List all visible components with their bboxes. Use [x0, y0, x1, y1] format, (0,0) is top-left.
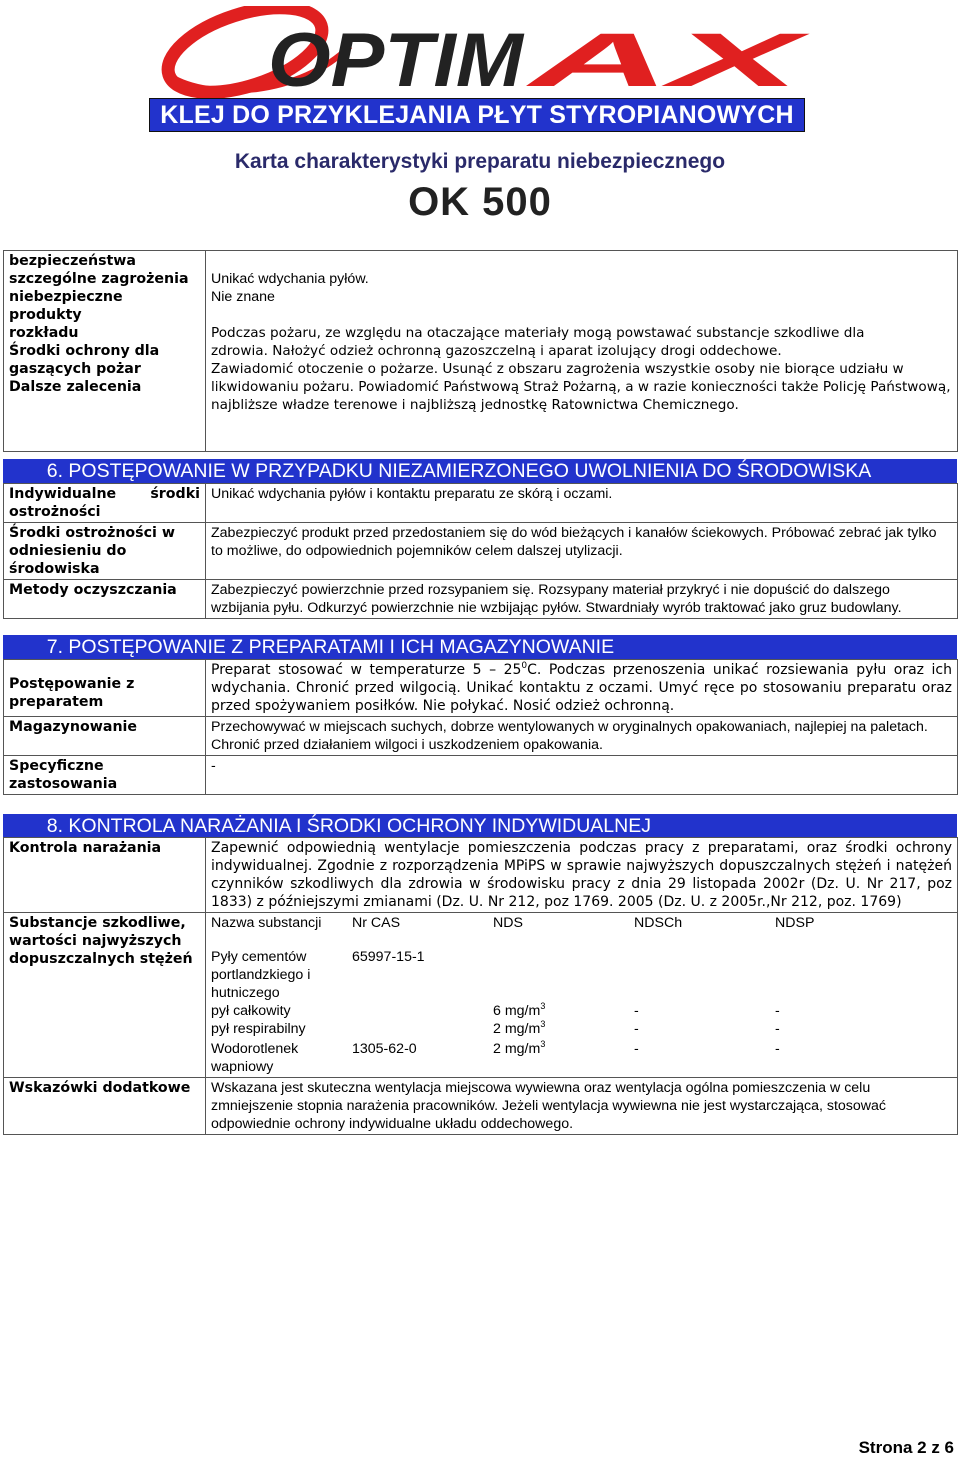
s5-label-6: Dalsze zalecenia: [9, 379, 142, 395]
hydroxide-ndsp: -: [775, 1041, 780, 1057]
table-row: [4, 838, 958, 913]
col-nds: NDS: [493, 915, 523, 931]
s6-label-0: Indywidualne środki ostrożności: [9, 486, 200, 520]
table-row: [4, 484, 958, 523]
section7-title: POSTĘPOWANIE Z PREPARATAMI I ICH MAGAZYNOWANIE: [68, 636, 615, 658]
substances-cell: [206, 913, 958, 1078]
hydroxide-nds-sup: 3: [540, 1039, 546, 1049]
s5-text-5: zdrowia. Nałożyć odzież ochronną gazoszczelną i aparat izolujący drogi oddechowe.: [211, 343, 782, 359]
col-name: Nazwa substancji: [211, 915, 322, 931]
section7-header: [3, 635, 957, 659]
table-row: [4, 913, 958, 1078]
cement-nds1-line: [493, 1002, 624, 1020]
table-row: [4, 717, 958, 756]
cement-ndsp1: -: [775, 1003, 780, 1019]
table-row: [4, 660, 958, 717]
cement-nds2: 2 mg/m: [493, 1021, 541, 1037]
s7-text-0a: Preparat stosować w temperaturze 5 – 25: [211, 662, 522, 678]
table-row: [4, 523, 958, 580]
table-row: [206, 1039, 957, 1077]
logo-text-ax: AX: [524, 18, 812, 98]
section6-header: [3, 459, 957, 483]
s8-control-label: Kontrola narażania: [9, 840, 162, 856]
document-subtitle: Karta charakterystyki preparatu niebezpiecznego: [234, 150, 726, 173]
s8-extra-text: Wskazana jest skuteczna wentylacja miejscowa wywiewna oraz wentylacja ogólna pomieszczenia w celu zmniejszenie stopnia narażenia pracowników. Jeżeli wentylacja wywiewna nie jest wystarczająca, stosować odpowiednie ochrony indywidualne układu oddechowego.: [211, 1080, 887, 1132]
product-code: OK 500: [408, 180, 552, 224]
section8-table: [3, 837, 958, 1135]
s8-extra-label: Wskazówki dodatkowe: [9, 1080, 191, 1096]
s5-label-3: rozkładu: [9, 325, 79, 341]
s6-label-2: Metody oczyszczania: [9, 582, 177, 598]
s5-text-6: Zawiadomić otoczenie o pożarze. Usunąć z obszaru zagrożenia wszystkie osoby nie biorące udziału w likwidowaniu pożaru. Powiadomić Państwową Straż Pożarną, a w razie konieczności także Policję Państwową, najbliższe władze terenowe i najbliższą jednostkę Ratownictwa Chemicznego.: [211, 361, 951, 413]
col-cas: Nr CAS: [352, 915, 401, 931]
col-ndsp: NDSP: [775, 915, 815, 931]
hydroxide-name: Wodorotlenek wapniowy: [211, 1041, 299, 1075]
substances-table: [206, 913, 957, 1077]
s5-text-1: Unikać wdychania pyłów.: [211, 271, 369, 287]
cement-ndsch2: -: [634, 1021, 639, 1037]
s5-label-0: bezpieczeństwa: [9, 253, 136, 269]
optimax-logo: [150, 6, 820, 98]
section6-title: POSTĘPOWANIE W PRZYPADKU NIEZAMIERZONEGO UWOLNIENIA DO ŚRODOWISKA: [68, 460, 872, 482]
cement-sub2: pył respirabilny: [211, 1021, 306, 1037]
col-ndsch: NDSCh: [634, 915, 683, 931]
section6-number: 6.: [46, 460, 63, 482]
section6-table: [3, 483, 958, 619]
s7-label-2: Specyficzne zastosowania: [9, 758, 118, 792]
table-row: [206, 947, 957, 1039]
s7-text-1: Przechowywać w miejscach suchych, dobrze wentylowanych w oryginalnych opakowaniach, najlepiej na paletach. Chronić przed działaniem wilgoci i uszkodzeniem opakowania.: [211, 719, 928, 753]
section5-table: [3, 250, 958, 452]
s7-text-0b: C. Podczas przenoszenia unikać rozsiewania pyłu oraz ich wdychania. Chronić przed wilgocią. Unikać kontaktu z oczami. Umyć ręce po stosowaniu preparatu oraz przed spożywaniem posiłków. Nie połykać. Nosić odzież ochronną.: [211, 662, 952, 714]
s6-text-2: Zabezpieczyć powierzchnie przed rozsypaniem się. Rozsypany materiał przykryć i nie dopuścić do dalszego wzbijania pyłu. Odkurzyć powierzchnie nie wzbijając pyłów. Stwardniały wyrób traktować jako gruz budowlany.: [211, 582, 902, 616]
section7-table: [3, 659, 958, 795]
s8-control-text: Zapewnić odpowiednią wentylacje pomieszczenia podczas pracy z preparatami, oraz środki ochrony indywidualnej. Zgodnie z rozporządzenia MPiPS w sprawie najwyższych dopuszczalnych stężeń i natężeń czynników szkodliwych dla zdrowia w środowisku pracy z dnia 29 listopada 2002r (Dz. U. Nr 217, poz 1833) z późniejszymi zmianami (Dz. U. Nr 212, poz 1769. 2005 (Dz. U. z 2005r.,Nr 212, poz. 1769): [211, 840, 952, 910]
cement-ndsch1: -: [634, 1003, 639, 1019]
substances-header-row: [206, 913, 957, 947]
s8-substances-label: Substancje szkodliwe, wartości najwyższych dopuszczalnych stężeń: [9, 915, 193, 967]
section8-number: 8.: [46, 815, 63, 837]
s6-text-0: Unikać wdychania pyłów i kontaktu preparatu ze skórą i oczami.: [211, 486, 613, 502]
s6-text-1: Zabezpieczyć produkt przed przedostaniem się do wód bieżących i kanałów ściekowych. Próbować zebrać jak tylko to możliwe, do odpowiednich pojemników celem dalszej utylizacji.: [211, 525, 937, 559]
cement-sub1: pył całkowity: [211, 1003, 291, 1019]
s7-label-0: Postępowanie z preparatem: [9, 676, 135, 710]
table-row: [4, 1078, 958, 1135]
page-number: Strona 2 z 6: [858, 1438, 954, 1457]
s5-label-1: szczególne zagrożenia: [9, 271, 189, 287]
s5-label-2: niebezpieczne produkty: [9, 289, 123, 323]
s5-text-2: Nie znane: [211, 289, 275, 305]
s7-text-2: -: [211, 758, 216, 774]
s7-text-0-sup: 0: [521, 661, 528, 671]
hydroxide-nds: 2 mg/m: [493, 1041, 541, 1057]
hydroxide-ndsch: -: [634, 1041, 639, 1057]
cement-name: Pyły cementów portlandzkiego i hutniczego: [211, 949, 311, 1001]
s5-label-5: gaszących pożar: [9, 361, 141, 377]
hydroxide-cas: 1305-62-0: [352, 1041, 417, 1057]
s5-text-4: Podczas pożaru, ze względu na otaczające materiały mogą powstawać substancje szkodliwe dla: [211, 325, 865, 341]
cement-ndsp2: -: [775, 1021, 780, 1037]
section7-number: 7.: [46, 636, 63, 658]
table-row: [4, 756, 958, 795]
section5-label-cell: [4, 251, 206, 452]
cement-nds1: 6 mg/m: [493, 1003, 541, 1019]
logo-text-optim: OPTIM: [268, 18, 525, 98]
cement-nds1-sup: 3: [540, 1001, 546, 1011]
product-banner: KLEJ DO PRZYKLEJANIA PŁYT STYROPIANOWYCH: [149, 98, 805, 132]
s6-label-1: Środki ostrożności w odniesieniu do środowiska: [9, 525, 175, 577]
section5-text-cell: [206, 251, 958, 452]
cement-cas: 65997-15-1: [352, 949, 425, 965]
table-row: [4, 580, 958, 619]
s7-label-1: Magazynowanie: [9, 719, 138, 735]
s5-label-4: Środki ochrony dla: [9, 343, 160, 359]
cement-nds2-sup: 3: [540, 1019, 546, 1029]
section8-header: [3, 814, 957, 838]
s7-text-0: [206, 660, 958, 717]
cement-nds2-line: [493, 1020, 624, 1038]
section8-title: KONTROLA NARAŻANIA I ŚRODKI OCHRONY INDYWIDUALNEJ: [68, 815, 651, 837]
